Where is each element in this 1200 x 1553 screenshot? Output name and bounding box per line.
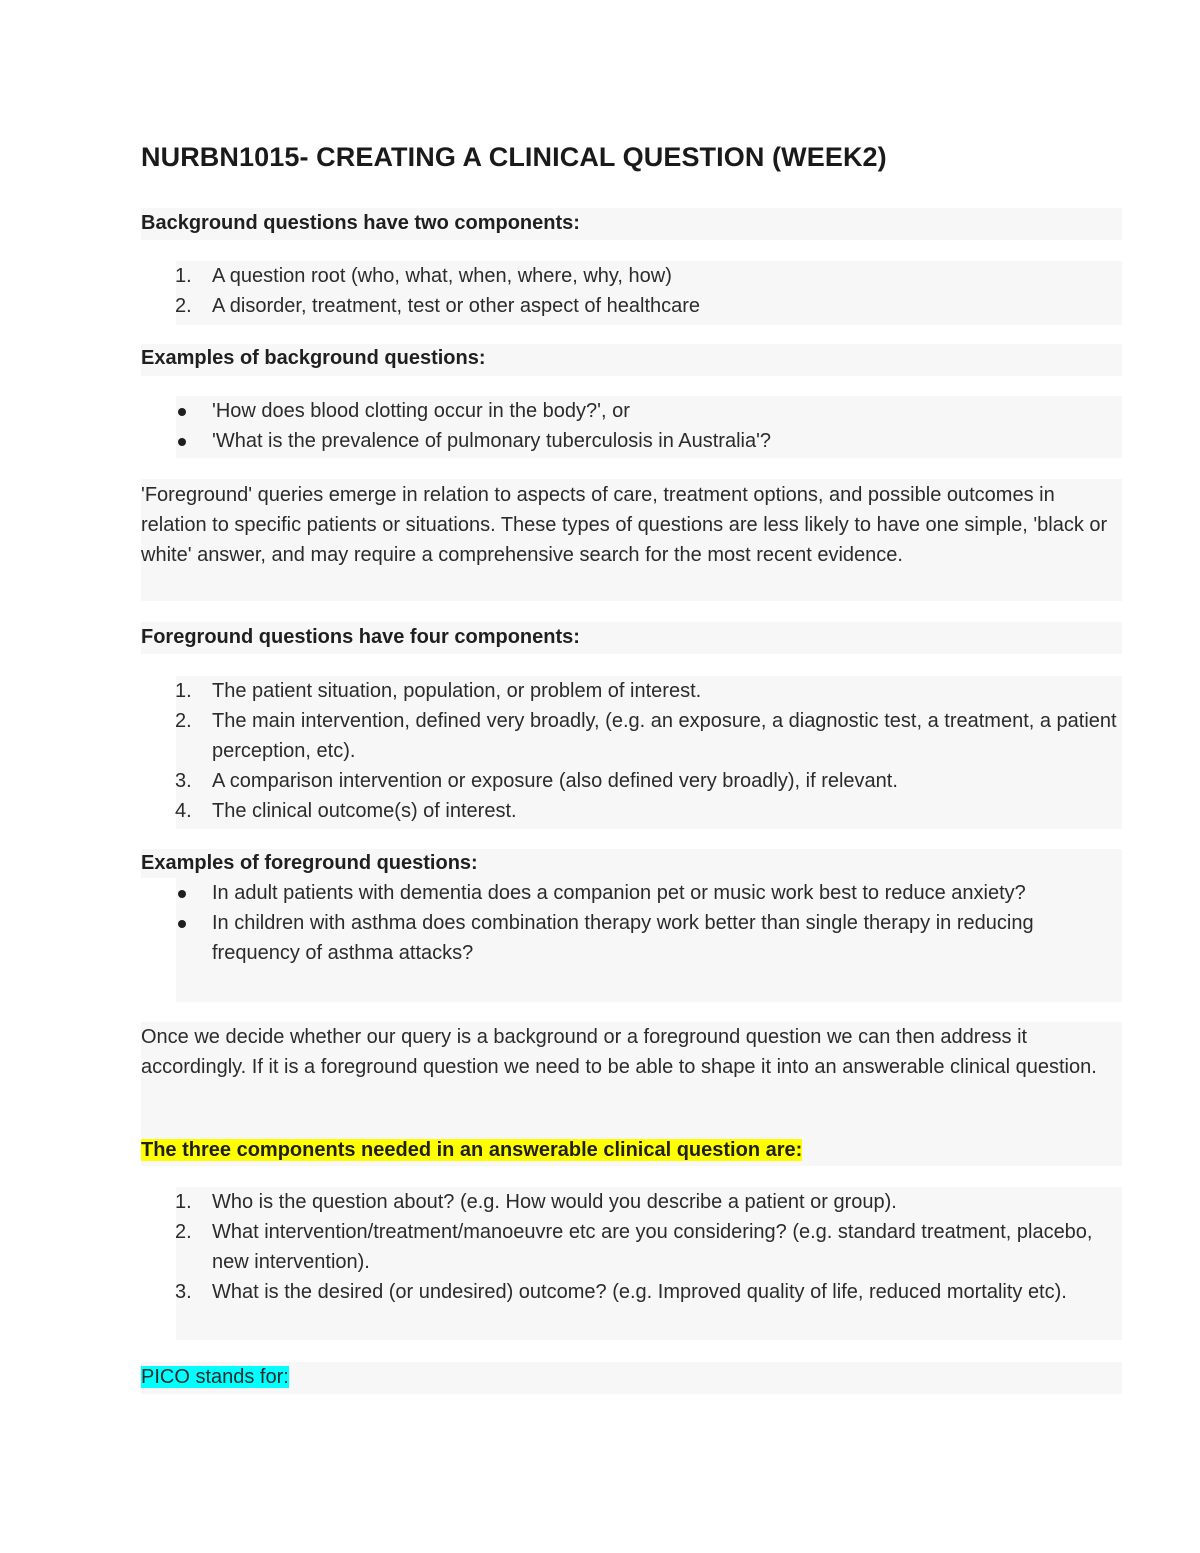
- three-components-heading: [141, 1135, 802, 1165]
- list-item: 3. What is the desired (or undesired) outcome? (e.g. Improved quality of life, reduced mortality etc).: [141, 1277, 1121, 1307]
- list-item: 'What is the prevalence of pulmonary tuberculosis in Australia'?: [141, 426, 1121, 456]
- list-number: 2.: [175, 295, 192, 317]
- bullet-icon: [178, 408, 186, 416]
- list-number: 2.: [175, 1221, 192, 1243]
- foreground-components-list: [141, 676, 1121, 826]
- three-components-list: [141, 1187, 1121, 1307]
- list-item: 2. The main intervention, defined very broadly, (e.g. an exposure, a diagnostic test, a treatment, a patient perception, etc).: [141, 706, 1121, 766]
- list-number: 3.: [175, 770, 192, 792]
- background-heading: Background questions have two components:: [141, 212, 580, 234]
- list-item: In children with asthma does combination therapy work better than single therapy in reducing frequency of asthma attacks?: [141, 908, 1121, 968]
- list-item: 4. The clinical outcome(s) of interest.: [141, 796, 1121, 826]
- document-title: NURBN1015- CREATING A CLINICAL QUESTION (WEEK2): [141, 142, 887, 172]
- list-number: 2.: [175, 710, 192, 732]
- foreground-heading: Foreground questions have four components:: [141, 626, 580, 648]
- list-item: 3. A comparison intervention or exposure (also defined very broadly), if relevant.: [141, 766, 1121, 796]
- list-number: 4.: [175, 800, 192, 822]
- bullet-icon: [178, 890, 186, 898]
- background-components-list: [141, 261, 1121, 321]
- decide-paragraph: Once we decide whether our query is a background or a foreground question we can then address it accordingly. If it is a foreground question we need to be able to shape it into an answerable clinical question.: [141, 1026, 1097, 1078]
- foreground-intro-paragraph: 'Foreground' queries emerge in relation to aspects of care, treatment options, and possible outcomes in relation to specific patients or situations. These types of questions are less likely to have one simple, 'black or white' answer, and may require a comprehensive search for the most recent evidence.: [141, 484, 1108, 566]
- list-number: 1.: [175, 1191, 192, 1213]
- highlighted-heading-text: The three components needed in an answerable clinical question are:: [141, 1139, 803, 1161]
- bullet-icon: [178, 920, 186, 928]
- bullet-icon: [178, 438, 186, 446]
- pico-line: [141, 1362, 1116, 1392]
- list-item: In adult patients with dementia does a companion pet or music work best to reduce anxiety?: [141, 878, 1121, 908]
- list-item: 1. A question root (who, what, when, where, why, how): [141, 261, 1121, 291]
- background-examples-list: [141, 396, 1121, 456]
- pico-highlighted-text: PICO stands for:: [141, 1366, 289, 1388]
- list-item: 1. Who is the question about? (e.g. How would you describe a patient or group).: [141, 1187, 1121, 1217]
- list-number: 1.: [175, 680, 192, 702]
- foreground-examples-heading: Examples of foreground questions:: [141, 852, 478, 874]
- background-examples-heading: Examples of background questions:: [141, 347, 486, 369]
- list-number: 3.: [175, 1281, 192, 1303]
- foreground-examples-list: [141, 878, 1121, 968]
- list-item: 2. A disorder, treatment, test or other aspect of healthcare: [141, 291, 1121, 321]
- list-item: 1. The patient situation, population, or problem of interest.: [141, 676, 1121, 706]
- list-number: 1.: [175, 265, 192, 287]
- list-item: 2. What intervention/treatment/manoeuvre etc are you considering? (e.g. standard treatment, placebo, new intervention).: [141, 1217, 1121, 1277]
- list-item: 'How does blood clotting occur in the body?', or: [141, 396, 1121, 426]
